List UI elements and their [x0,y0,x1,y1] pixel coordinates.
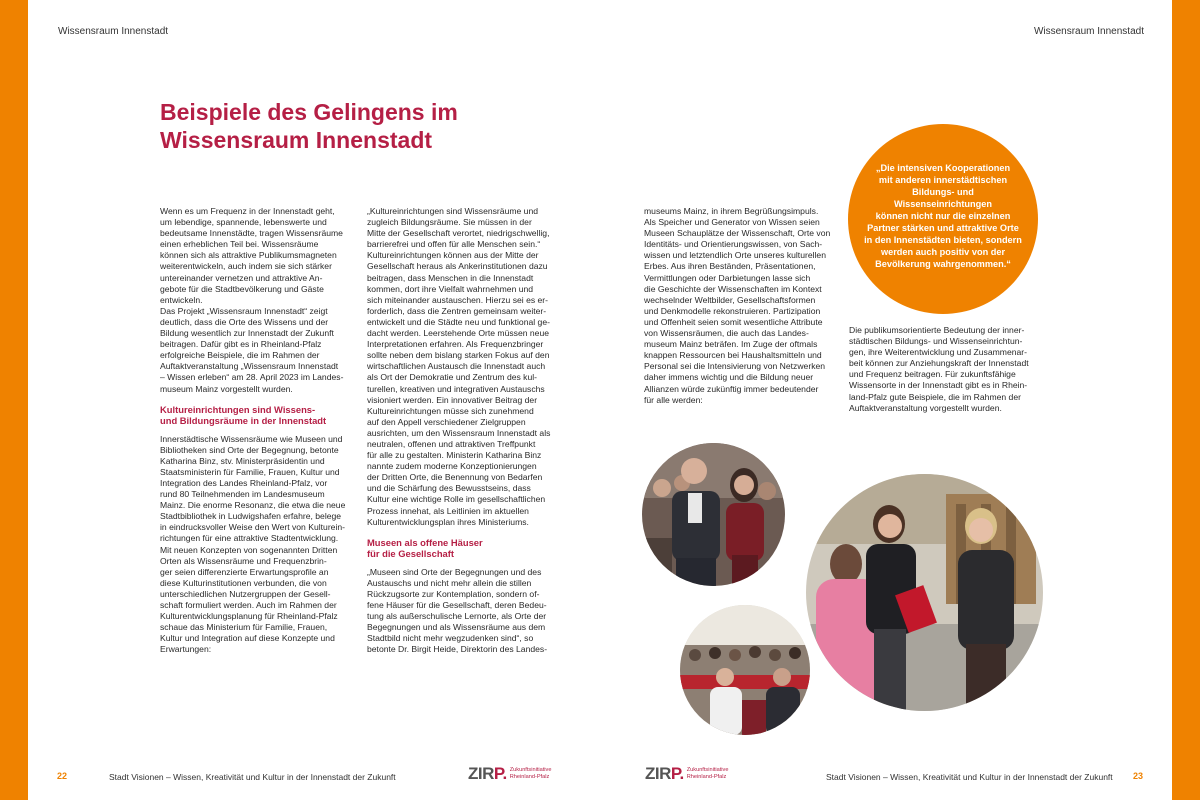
page-title [160,98,560,154]
column-3 [644,206,844,406]
paragraph: Wenn es um Frequenz in der Innenstadt geht, um lebendige, spannende, lebenswerte und bedeutsame Innenstädte, tragen Wissensräume einen erheblichen Teil bei. Wissensräume können sich als attraktive Publikumsmagneten weiterentwickeln, auch indem sie sich stärker untereinander vernetzen und attraktive An- gebote für die Stadtbevölkerung und Gäste entwickeln. [160,206,343,305]
footer-text-right: Stadt Visionen – Wissen, Kreativität und Kultur in der Innenstadt der Zukunft [826,772,1113,782]
logo-mark-b: P. [493,764,507,783]
photo-audience-icon [642,443,785,586]
running-header-right: Wissensraum Innenstadt [1033,26,1144,37]
paragraph: museums Mainz, in ihrem Begrüßungsimpuls. Als Speicher und Generator von Wissen seien Museen Schauplätze der Wissenschaft, Orte von Identitäts- und Orientierungswissen, von Sach- wissen und letztendlich Orte unseres kulturellen Erbes. Aus ihren Beständen, Präsentationen, Vermittlungen oder Darbietungen lasse sich die Geschichte der Wissenschaften im Kontext wechselnder Weltbilder, Gesellschaftsformen und Denkmodelle rekonstruieren. Partizipation und Offenheit seien somit wesentliche Attribute von Wissensräumen, die auch das Landes- museum Mainz beträfen. Im Zuge der oftmals knappen Ressourcen bei Haushaltsmitteln und Personal sei die Intensivierung von Netzwerken daher immens wichtig und die Bildung neuer Allianzen würde zukünftig immer bedeutender für alle werden: [644,206,831,405]
orange-edge-right [1172,0,1200,800]
section-heading: Kultureinrichtungen sind Wissens- und Bildungsräume in der Innenstadt [160,403,327,426]
logo-mark-a: ZIR [645,764,671,783]
quote-circle: „Die intensiven Kooperationen mit anderen innerstädtischen Bildungs- und Wissenseinrichtungen können nicht nur die einzelnen Partner stärken und attraktive Orte in den Innenstädten bieten, sondern werden auch positiv von der Bevölkerung wahrgenommen.“ [848,124,1038,314]
photo-audience [642,443,785,586]
logo-subtitle: Zukunftsinitiative Rheinland-Pfalz [509,767,552,780]
logo-subtitle: Zukunftsinitiative Rheinland-Pfalz [686,767,729,780]
orange-edge-left [0,0,28,800]
paragraph: Innerstädtische Wissensräume wie Museen und Bibliotheken sind Orte der Begegnung, betonte Katharina Binz, stv. Ministerpräsidentin und Staatsministerin für Familie, Frauen, Kultur und Integration des Landes Rheinland-Pfalz, vor rund 80 Teilnehmenden im Landesmuseum Mainz. Die enorme Resonanz, die etwa die neue Stadtbibliothek in Ludwigshafen erfahre, belege in eindrucksvoller Weise den Wert von Kulturein- richtungen für eine attraktive Stadtentwicklung. Mit neuen Konzepten von sogenannten Dritten Orten als Wissensräume und Frequenzbrin- ger seien differenzierte Erwartungsprofile an diese Kulturinstitutionen verbunden, die von unterschiedlichen Nutzergruppen der Gesell- schaft formuliert werden. Auch im Rahmen der Kulturentwicklungsplanung für Rheinland-Pfalz schaue das Ministerium für Familie, Frauen, Kultur und Integration auf diese Konzepte und Erwartungen: [160,433,346,655]
photo-hall-audience [680,605,810,735]
page-title-text: Beispiele des Gelingens im Wissensraum Innenstadt [160,99,458,153]
page-number-right: 23 [1133,771,1144,781]
logo-mark [645,764,684,784]
column-2 [367,206,567,655]
paragraph: „Museen sind Orte der Begegnungen und des Austauschs und nicht mehr allein die stillen Rückzugsorte zur Kontemplation, sondern of- fene Häuser für die Gesellschaft, deren Bedeu- tung als außerschulische Lernorte, als Orte der Begegnungen und als Wissensräume aus dem Stadtbild nicht mehr wegzudenken sind“, so betonte Dr. Birgit Heide, Direktorin des Landes- [367,566,548,655]
logo-mark-b: P. [670,764,684,783]
photo-conversation-icon [806,474,1043,711]
footer-text-left: Stadt Visionen – Wissen, Kreativität und Kultur in der Innenstadt der Zukunft [109,772,396,782]
logo-right [645,764,728,784]
logo-mark [468,764,507,784]
column-1 [160,206,360,655]
paragraph: Die publikumsorientierte Bedeutung der inner- städtischen Bildungs- und Wissenseinrichtun- gen, ihre Weiterentwicklung und Zusammenar- beit können zur Anziehungskraft der Innenstadt und Frequenz beitragen. Für zukunftsfähige Wissensorte in der Innenstadt gibt es in Rhein- land-Pfalz gute Beispiele, die im Rahmen der Auftaktveranstaltung vorgestellt wurden. [849,325,1029,413]
paragraph: Das Projekt „Wissensraum Innenstadt“ zeigt deutlich, dass die Orte des Wissens und der Bildung wesentlich zur Innenstadt der Zukunft beitragen. Dafür gibt es in Rheinland-Pfalz erfolgreiche Beispiele, die im Rahmen der Auftaktveranstaltung „Wissensraum Innenstadt – Wissen erleben“ am 28. April 2023 im Landes- museum Mainz vorgestellt wurden. [160,305,344,394]
paragraph: „Kultureinrichtungen sind Wissensräume und zugleich Bildungsräume. Sie müssen in der Mitte der Gesellschaft verortet, niedrigschwellig, barrierefrei und offen für alle Menschen sein.“ Kultureinrichtungen können aus der Mitte der Gesellschaft heraus als Ankerinstitutionen dazu beitragen, dass Menschen in die Innenstadt kommen, dort ihre Vielfalt wahrnehmen und sich miteinander austauschen. Hierzu sei es er- forderlich, dass die Zentren gemeinsam weiter- entwickelt und die Städte neu und funktional ge- dacht werden. Leerstehende Orte müssen neue Interpretationen erfahren. Als Frequenzbringer sollte neben dem bislang starken Fokus auf den wirtschaftlichen Austausch die Innenstadt auch als Ort der Demokratie und Zentrum des kul- turellen, kreativen und integrativen Austauschs visioniert werden. Ein innovativer Beitrag der Kultureinrichtungen müsse sich zunehmend auf den Appell verschiedener Zielgruppen ausrichten, um den Wissensraum Innenstadt als neutralen, offenen und attraktiven Treffpunkt für alle zu gestalten. Ministerin Katharina Binz nannte zudem moderne Konzeptionierungen der Dritten Orte, die Benennung von Bedarfen und die Schärfung des Bewusstseins, dass Kultur eine wichtige Rolle im gesellschaftlichen Prozess innehat, als Leitlinien im aktuellen Kulturentwicklungsplan ihres Ministeriums. [367,206,551,527]
photo-hall-audience-icon [680,605,810,735]
section-heading: Museen als offene Häuser für die Gesellschaft [367,536,483,559]
logo-mark-a: ZIR [468,764,494,783]
page-number-left: 22 [57,771,68,781]
column-4 [849,325,1049,414]
running-header-left: Wissensraum Innenstadt [58,26,169,37]
logo-left [468,764,551,784]
photo-conversation [806,474,1043,711]
